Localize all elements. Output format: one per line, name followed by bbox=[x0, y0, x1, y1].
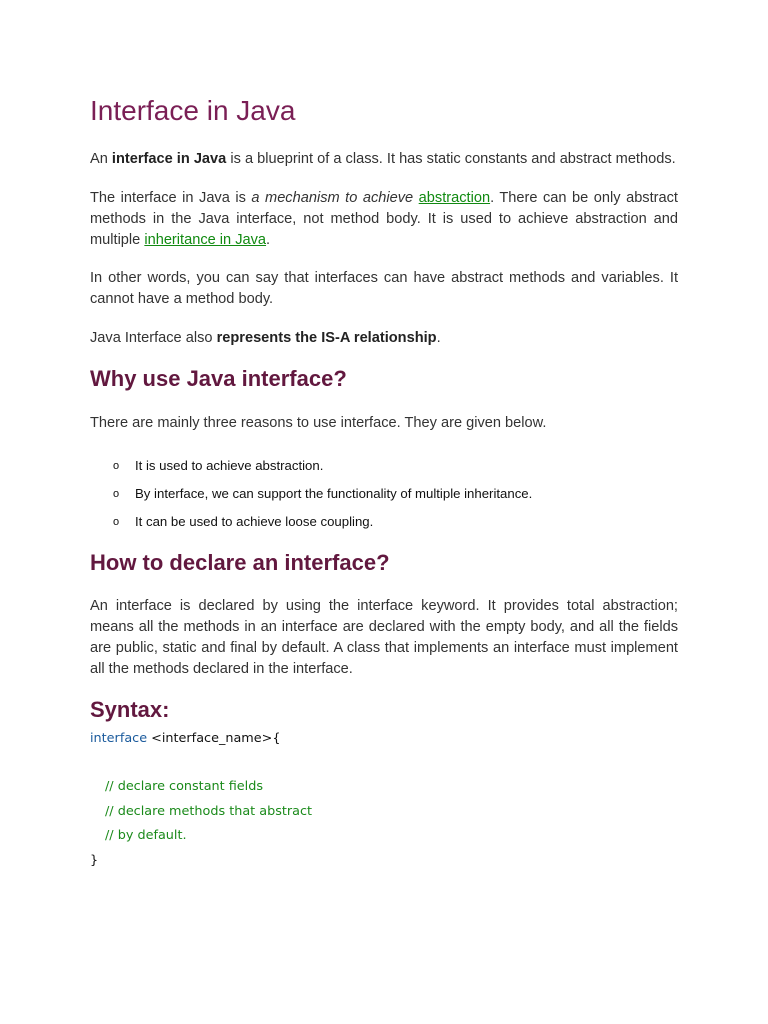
code-comment: // declare methods that abstract bbox=[105, 804, 313, 819]
syntax-heading: Syntax: bbox=[90, 697, 170, 722]
abstraction-link[interactable]: abstraction bbox=[418, 190, 491, 206]
list-item-text: It can be used to achieve loose coupling. bbox=[135, 514, 374, 529]
mechanism-paragraph bbox=[90, 188, 678, 251]
code-comment: // declare constant fields bbox=[105, 779, 264, 794]
list-item-text: By interface, we can support the functionality of multiple inheritance. bbox=[135, 486, 533, 501]
other-words-paragraph: In other words, you can say that interfaces can have abstract methods and variables. It cannot have a method body. bbox=[90, 270, 678, 307]
code-keyword: interface bbox=[90, 731, 148, 746]
bullet-marker: o bbox=[113, 488, 120, 500]
bullet-marker: o bbox=[113, 460, 120, 472]
list-item bbox=[90, 455, 532, 483]
list-item bbox=[90, 483, 532, 511]
declare-paragraph: An interface is declared by using the interface keyword. It provides total abstraction; means all the methods in an interface are declared with the empty body, and all the fields are public, static and final by default. A class that implements an interface must implement all the methods declared in the interface. bbox=[90, 598, 678, 677]
bullet-marker: o bbox=[113, 516, 120, 528]
intro-bold-term: interface in Java bbox=[111, 151, 227, 167]
intro-paragraph bbox=[90, 149, 678, 170]
mechanism-text-2: . There can be only abstract methods in the Java interface, not method body. It is used to achieve abstraction and multiple bbox=[90, 190, 678, 248]
why-heading: Why use Java interface? bbox=[90, 366, 347, 391]
is-a-text-1: Java Interface also bbox=[90, 330, 217, 346]
code-line-declaration bbox=[90, 728, 281, 750]
reasons-list bbox=[90, 455, 532, 539]
code-closing-brace: } bbox=[90, 853, 99, 868]
mechanism-text-3: . bbox=[266, 232, 271, 248]
intro-text-1: An bbox=[90, 151, 112, 167]
is-a-paragraph bbox=[90, 328, 678, 349]
inheritance-link[interactable]: inheritance in Java bbox=[144, 232, 267, 248]
code-comment: // by default. bbox=[105, 828, 187, 843]
code-interface-name: <interface_name>{ bbox=[147, 731, 281, 746]
mechanism-italic: a mechanism to achieve bbox=[251, 190, 419, 206]
page-title: Interface in Java bbox=[90, 95, 296, 126]
is-a-bold: represents the IS-A relationship bbox=[216, 330, 437, 346]
how-heading: How to declare an interface? bbox=[90, 550, 390, 575]
list-item-text: It is used to achieve abstraction. bbox=[135, 458, 324, 473]
is-a-text-2: . bbox=[436, 330, 441, 346]
list-item bbox=[90, 511, 532, 539]
reasons-intro-paragraph: There are mainly three reasons to use interface. They are given below. bbox=[90, 415, 547, 431]
mechanism-text-1: The interface in Java is bbox=[90, 190, 252, 206]
intro-text-2: is a blueprint of a class. It has static constants and abstract methods. bbox=[226, 151, 676, 167]
